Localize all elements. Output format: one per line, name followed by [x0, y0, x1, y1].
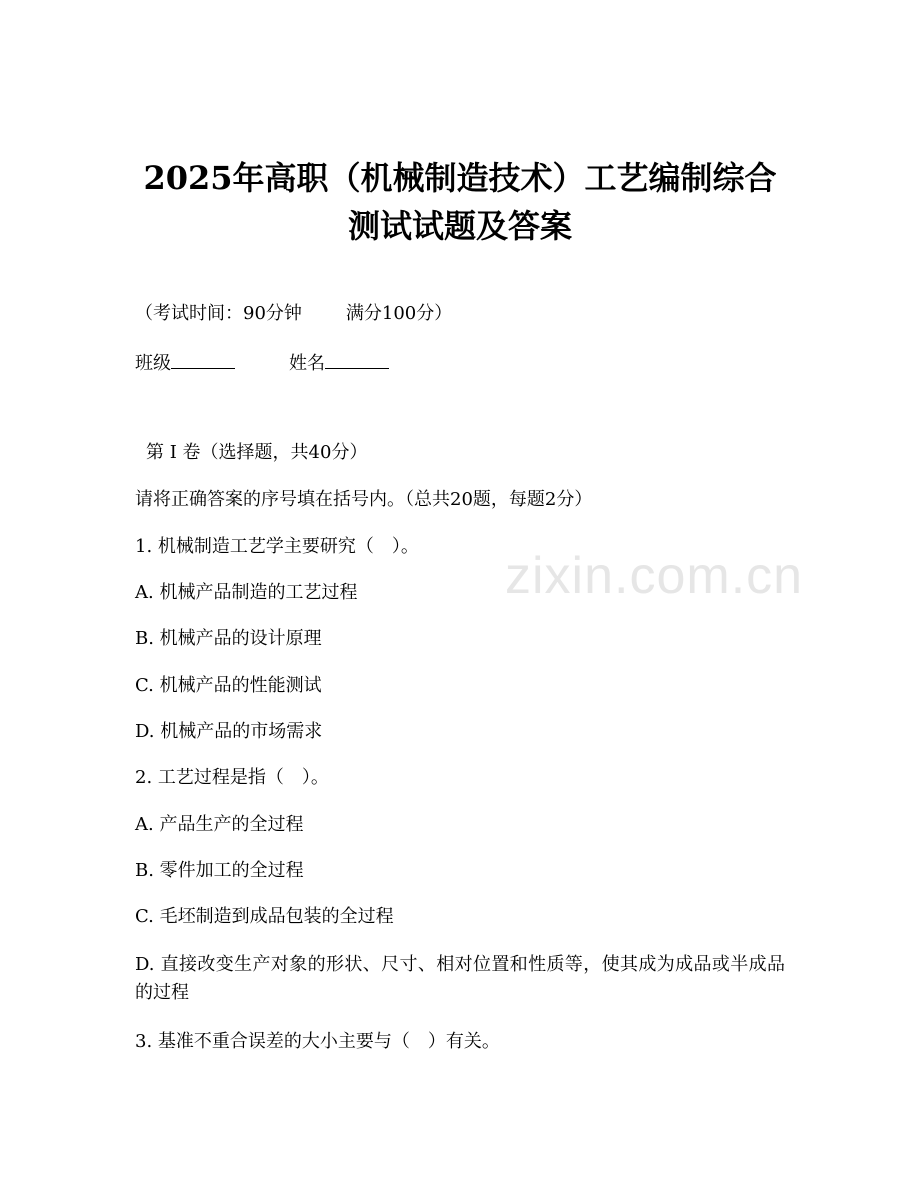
class-blank[interactable] [171, 350, 235, 369]
question-2-stem: 2. 工艺过程是指（ ）。 [135, 767, 329, 788]
document-title-line2: 测试试题及答案 [347, 207, 572, 245]
question-1-option-b: B. 机械产品的设计原理 [135, 628, 322, 649]
question-3-stem: 3. 基准不重合误差的大小主要与（ ）有关。 [135, 1031, 500, 1052]
class-label: 班级 [135, 353, 171, 374]
question-2-option-c: C. 毛坯制造到成品包装的全过程 [135, 906, 394, 927]
question-1-option-c: C. 机械产品的性能测试 [135, 675, 322, 696]
watermark: zixin.com.cn [505, 547, 804, 605]
name-blank[interactable] [325, 350, 389, 369]
exam-time: （考试时间：90分钟 [135, 303, 302, 324]
question-1-stem: 1. 机械制造工艺学主要研究（ ）。 [135, 536, 419, 557]
name-label: 姓名 [289, 353, 325, 374]
exam-info [135, 302, 452, 326]
question-2-option-d: D. 直接改变生产对象的形状、尺寸、相对位置和性质等，使其成为成品或半成品的过程 [135, 954, 785, 1003]
exam-score: 满分100分） [345, 303, 453, 324]
section-instruction: 请将正确答案的序号填在括号内。（总共20题，每题2分） [135, 489, 593, 510]
document-title-line1: 2025年高职（机械制造技术）工艺编制综合 [143, 159, 777, 197]
question-2-option-b: B. 零件加工的全过程 [135, 860, 304, 881]
question-1-option-d: D. 机械产品的市场需求 [135, 721, 323, 742]
student-fields [135, 350, 389, 376]
question-2-option-a: A. 产品生产的全过程 [135, 814, 304, 835]
section-heading: 第 I 卷（选择题，共40分） [146, 442, 368, 463]
question-1-option-a: A. 机械产品制造的工艺过程 [135, 582, 358, 603]
